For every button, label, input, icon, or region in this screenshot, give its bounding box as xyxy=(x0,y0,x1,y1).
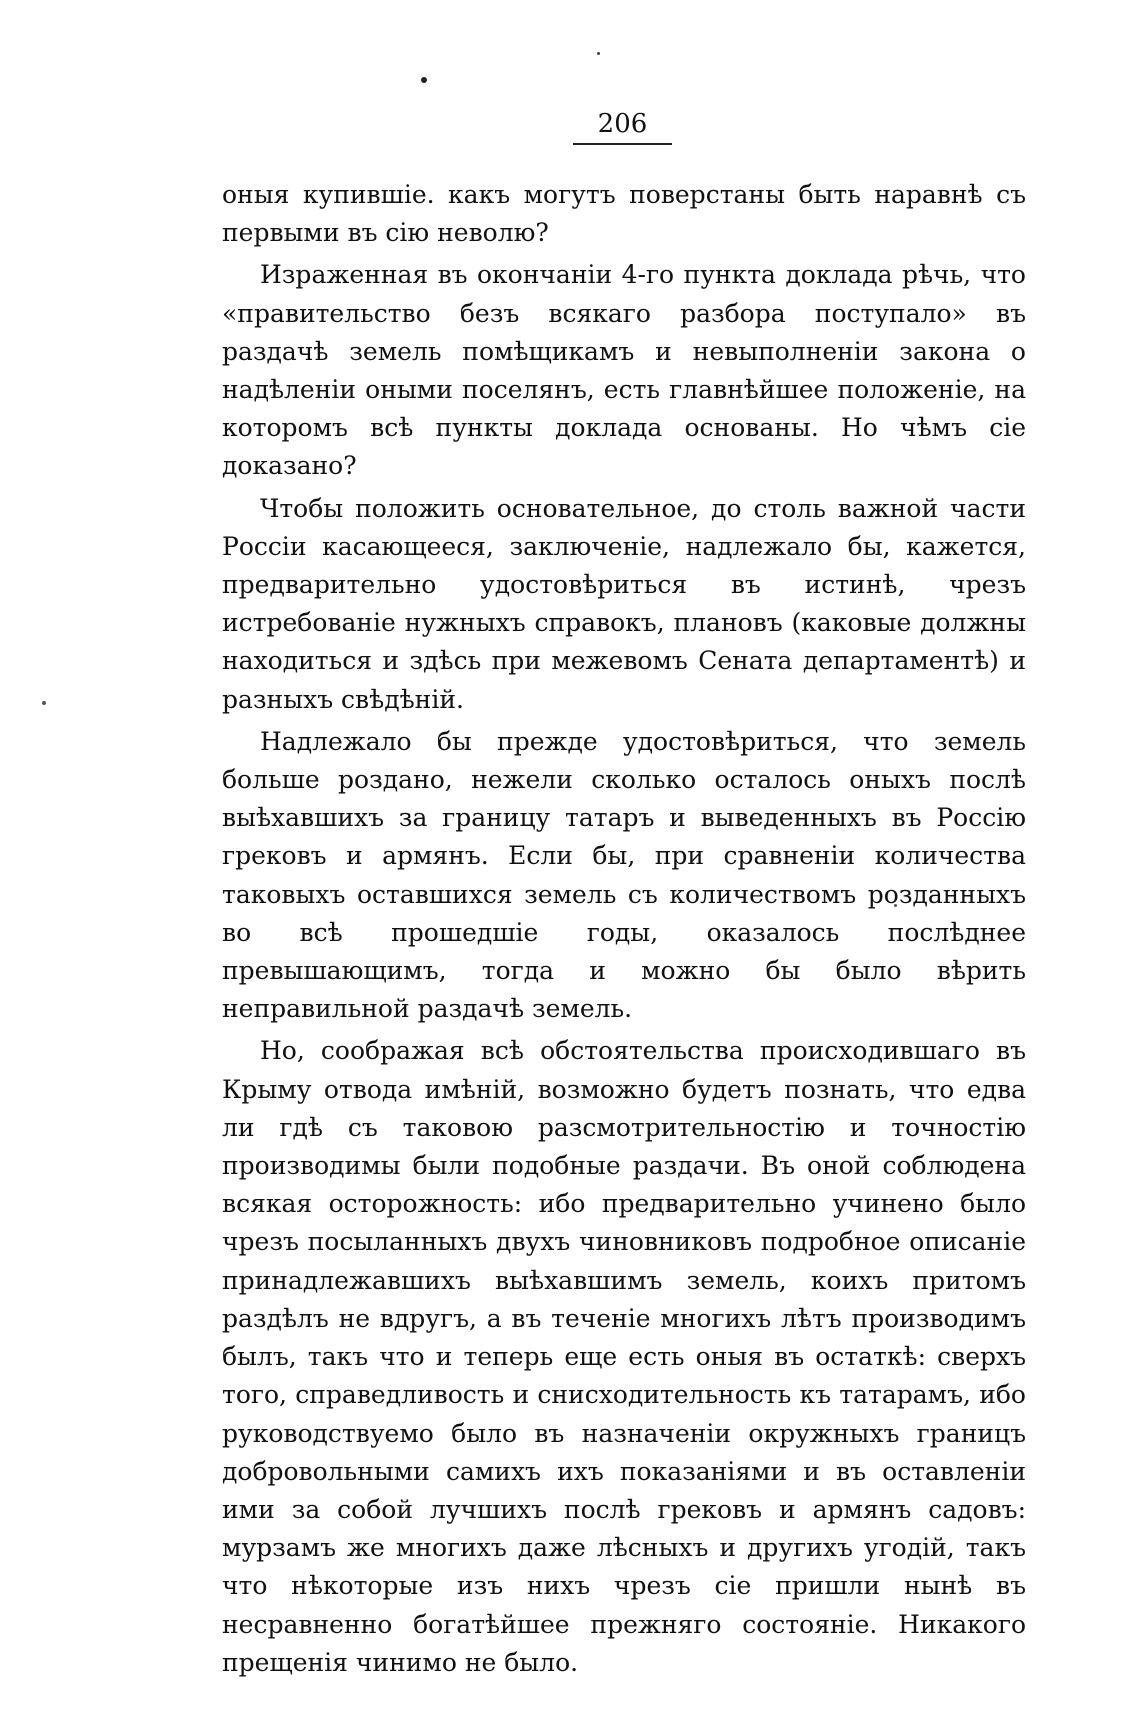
ink-speck xyxy=(42,701,46,705)
paragraph: Чтобы положить основательное, до столь важной части Россiи касающееся, заключенiе, надлежало бы, кажется, предварительно удостовѣриться въ истинѣ, чрезъ истребованiе нужныхъ справокъ, плановъ (каковые должны находиться и здѣсь при межевомъ Сената департаментѣ) и разныхъ свѣдѣнiй. xyxy=(222,493,1026,714)
page-number: 206 xyxy=(597,109,648,139)
paragraph: Израженная въ окончанiи 4-го пункта доклада рѣчь, что «правительство безъ всякаго разбора поступало» въ раздачѣ земель помѣщикамъ и невыполненiи закона о надѣленiи оными поселянъ, есть главнѣйшее положенiе, на которомъ всѣ пункты доклада основаны. Но чѣмъ сiе доказано? xyxy=(222,260,1026,481)
paragraph: Надлежало бы прежде удостовѣриться, что земель больше роздано, нежели сколько осталось оныхъ послѣ выѣхавшихъ за границу татаръ и выведенныхъ въ Россiю грековъ и армянъ. Если бы, при сравненiи количества таковыхъ оставшихся земель съ количествомъ розданныхъ во всѣ прошедшiе годы, оказалось послѣднее превышающимъ, тогда и можно бы было вѣрить неправильной раздачѣ земель. xyxy=(222,726,1026,1024)
paragraph-continuation: оныя купившiе. какъ могутъ поверстаны быть наравнѣ съ первыми въ сiю неволю? xyxy=(222,180,1026,248)
page-number-underline xyxy=(573,143,672,145)
paragraph: Но, соображая всѣ обстоятельства происходившаго въ Крыму отвода имѣнiй, возможно будетъ познать, что едва ли гдѣ съ таковою разсмотрительностiю и точностiю производимы были подобные раздачи. Въ оной соблюдена всякая осторожность: ибо предварительно учинено было чрезъ посыланныхъ двухъ чиновниковъ подробное описанiе принадлежавшихъ выѣхавшимъ земель, коихъ притомъ раздѣлъ не вдругъ, а въ теченiе многихъ лѣтъ производимъ былъ, такъ что и теперь еще есть оныя въ остаткѣ: сверхъ того, справедливость и снисходительность къ татарамъ, ибо руководствуемо было въ назначенiи окружныхъ границъ добровольными самихъ ихъ показанiями и въ оставленiи ими за собой лучшихъ послѣ грековъ и армянъ садовъ: мурзамъ же многихъ даже лѣсныхъ и другихъ угодiй, такъ что нѣкоторые изъ нихъ чрезъ сiе пришли нынѣ въ несравненно богатѣйшее прежняго состоянiе. Никакого прещенiя чинимо не было. xyxy=(222,1036,1026,1677)
body-text xyxy=(222,176,1026,1686)
ink-speck xyxy=(421,77,427,83)
ink-speck xyxy=(597,52,600,55)
